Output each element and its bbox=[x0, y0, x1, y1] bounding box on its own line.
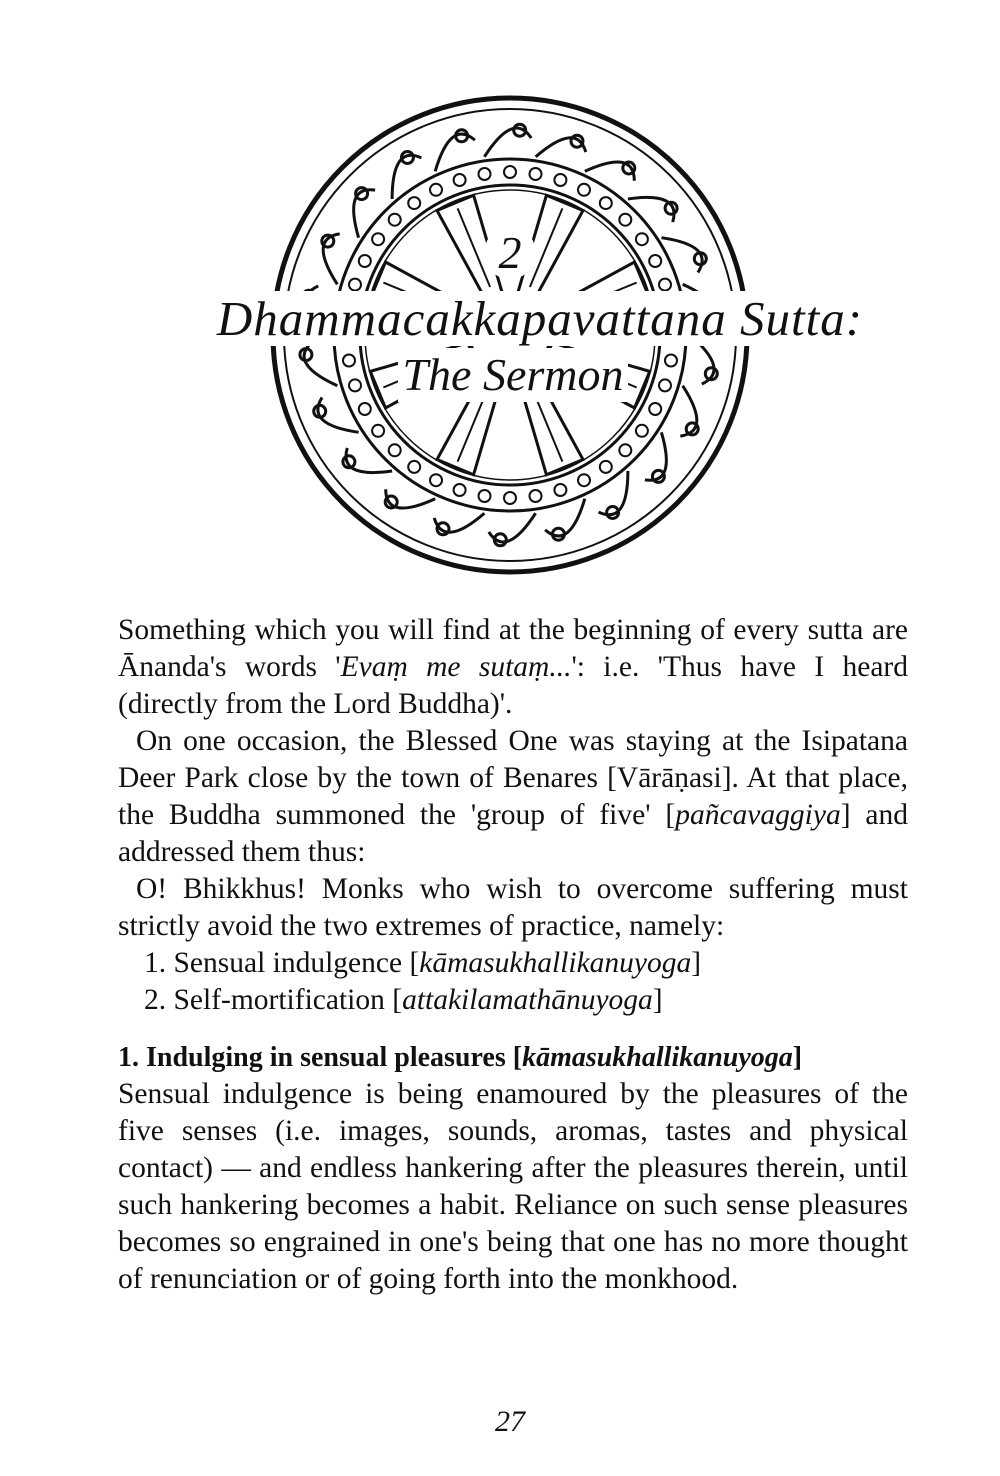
intro-pali-quote: Evaṃ me sutaṃ... bbox=[340, 651, 572, 683]
occasion-pali-term: pañcavaggiya bbox=[675, 799, 841, 831]
paragraph-occasion bbox=[118, 723, 908, 871]
occasion-text-1: On one occasion, the Blessed One was staying at the Isipatana Deer Park close by the town of Benares [Vārāṇasi]. At that place, the Buddha summoned the 'group of five' [ bbox=[118, 725, 908, 831]
chapter-title-text: Dhammacakkapavattana Sutta: bbox=[207, 291, 873, 346]
paragraph-intro bbox=[118, 612, 908, 723]
wheel-bead bbox=[578, 184, 590, 196]
wheel-bead bbox=[372, 425, 384, 437]
section-sensual-indulgence bbox=[118, 1039, 908, 1298]
wheel-bead bbox=[530, 490, 542, 502]
wheel-bead bbox=[408, 461, 420, 473]
wheel-bead bbox=[359, 255, 371, 267]
wheel-bead bbox=[504, 166, 516, 178]
wheel-bead bbox=[554, 484, 566, 496]
wave-scroll bbox=[323, 234, 340, 284]
wheel-bead bbox=[636, 233, 648, 245]
list-item-term: attakilamathānuyoga bbox=[402, 984, 653, 1016]
wheel-bead bbox=[454, 484, 466, 496]
wheel-bead bbox=[554, 174, 566, 186]
body-text bbox=[118, 612, 908, 1298]
list-item-term: kāmasukhallikanuyoga bbox=[419, 947, 692, 979]
list-item-close: ] bbox=[691, 947, 702, 979]
section-heading-text: 1. Indulging in sensual pleasures [ bbox=[118, 1042, 523, 1073]
page-number: 27 bbox=[495, 1405, 525, 1438]
list-item-label: 1. Sensual indulgence [ bbox=[144, 947, 420, 979]
wheel-bead bbox=[530, 168, 542, 180]
wheel-bead bbox=[343, 355, 355, 367]
wheel-bead bbox=[636, 425, 648, 437]
wheel-bead bbox=[665, 355, 677, 367]
wheel-bead bbox=[649, 255, 661, 267]
wheel-bead bbox=[659, 379, 671, 391]
wheel-bead bbox=[454, 174, 466, 186]
wheel-bead bbox=[349, 279, 361, 291]
wheel-bead bbox=[600, 461, 612, 473]
chapter-number: 2 bbox=[485, 228, 535, 278]
wheel-bead bbox=[389, 214, 401, 226]
wheel-bead bbox=[479, 490, 491, 502]
section-body: Sensual indulgence is being enamoured by the pleasures of the five senses (i.e. images, sounds, aromas, tastes and physical contact) — and endless hankering after the pleasures therein, until such hankering becomes a habit. Reliance on such sense pleasures becomes so engrained in one's being that one has no more thought of renunciation or of going forth into the monkhood. bbox=[118, 1078, 908, 1295]
list-item-close: ] bbox=[652, 984, 663, 1016]
wheel-bead bbox=[619, 214, 631, 226]
list-item bbox=[118, 945, 908, 982]
wheel-bead bbox=[359, 403, 371, 415]
wheel-bead bbox=[430, 184, 442, 196]
wheel-bead bbox=[600, 197, 612, 209]
wheel-bead bbox=[479, 168, 491, 180]
wave-scroll bbox=[435, 134, 475, 171]
wheel-bead bbox=[659, 279, 671, 291]
section-heading bbox=[118, 1039, 908, 1076]
wheel-bead bbox=[372, 233, 384, 245]
wheel-bead bbox=[504, 492, 516, 504]
intro-text-1: Something which you will find at the beginning of every sutta are Ānanda's words ' bbox=[118, 614, 908, 683]
wave-scroll bbox=[680, 386, 697, 436]
occasion-text-2: ] and addressed them thus: bbox=[118, 799, 909, 868]
wheel-bead bbox=[649, 403, 661, 415]
wheel-bead bbox=[408, 197, 420, 209]
section-heading-close: ] bbox=[792, 1042, 803, 1073]
list-item-label: 2. Self-mortification [ bbox=[144, 984, 403, 1016]
chapter-subtitle: The Sermon bbox=[398, 348, 628, 402]
wave-scroll bbox=[545, 499, 585, 536]
section-heading-term: kāmasukhallikanuyoga bbox=[522, 1042, 793, 1073]
paragraph-bhikkhus: O! Bhikkhus! Monks who wish to overcome suffering must strictly avoid the two extremes of practice, namely: bbox=[118, 873, 908, 942]
wheel-bead bbox=[578, 474, 590, 486]
wheel-bead bbox=[619, 444, 631, 456]
wheel-bead bbox=[389, 444, 401, 456]
list-item bbox=[118, 982, 908, 1019]
wheel-bead bbox=[349, 379, 361, 391]
chapter-title bbox=[190, 292, 890, 346]
intro-text-2: ': i.e. 'Thus have I heard (directly from the Lord Buddha)'. bbox=[118, 651, 909, 720]
wheel-bead bbox=[430, 474, 442, 486]
